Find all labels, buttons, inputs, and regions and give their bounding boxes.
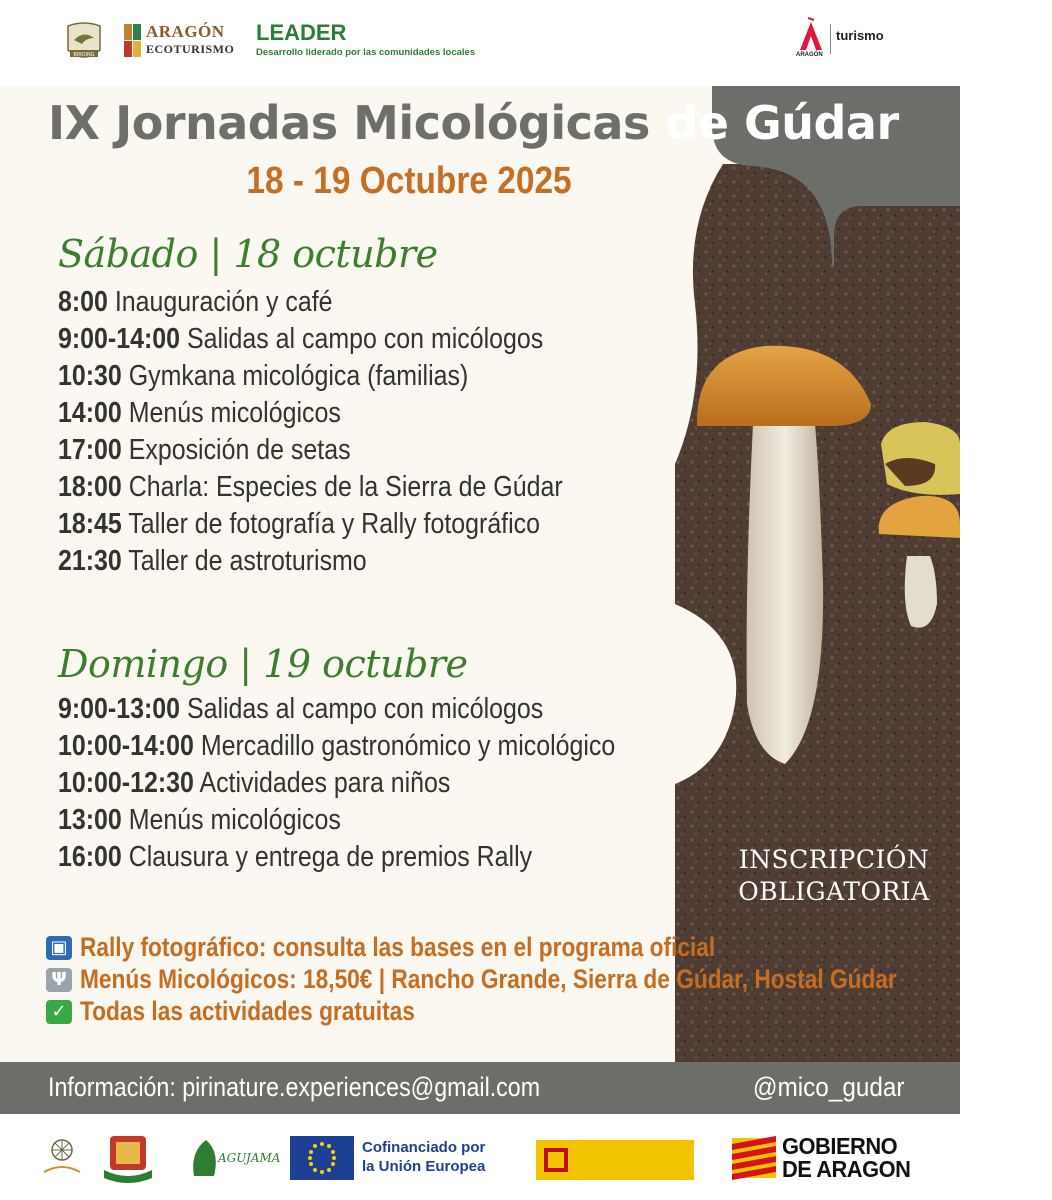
schedule-activity: Taller de fotografía y Rally fotográfico xyxy=(128,508,541,540)
schedule-activity: Menús micológicos xyxy=(128,804,341,836)
eu-flag-icon xyxy=(290,1136,354,1180)
social-handle[interactable]: @mico_gudar xyxy=(752,1072,904,1102)
note-item xyxy=(46,932,1052,964)
schedule-row xyxy=(58,471,563,508)
birding-logo xyxy=(64,20,104,64)
svg-text:AGUJAMA: AGUJAMA xyxy=(218,1151,281,1165)
schedule-row xyxy=(58,841,615,878)
spain-coat-of-arms-icon xyxy=(542,1146,570,1174)
schedule-time: 18:45 xyxy=(58,508,122,540)
schedule-time: 9:00-14:00 xyxy=(58,323,181,355)
schedule-row xyxy=(58,545,563,582)
spain-ministry-logo xyxy=(536,1140,694,1180)
schedule-time: 14:00 xyxy=(58,397,122,429)
schedule-time: 8:00 xyxy=(58,286,108,318)
gudar-logo xyxy=(100,1132,156,1184)
aragon-ecoturismo-mark-icon xyxy=(124,24,142,58)
camera-icon: ▣ xyxy=(46,936,72,960)
event-title xyxy=(48,96,899,150)
note-item xyxy=(46,964,1052,996)
aragon-ecoturismo-line1: ARAGÓN xyxy=(146,22,225,41)
note-text: Todas las actividades gratuitas xyxy=(80,996,415,1026)
note-item xyxy=(46,996,1052,1028)
header-logos-bar xyxy=(0,0,960,86)
schedule-activity: Salidas al campo con micólogos xyxy=(186,323,544,355)
turismo-divider xyxy=(830,24,831,54)
schedule-activity: Clausura y entrega de premios Rally xyxy=(128,841,533,873)
schedule-activity: Taller de astroturismo xyxy=(128,545,367,577)
schedule-activity: Exposición de setas xyxy=(128,434,351,466)
schedule-activity: Gymkana micológica (familias) xyxy=(128,360,469,392)
schedule-row xyxy=(58,323,563,360)
schedule-time: 21:30 xyxy=(58,545,122,577)
schedule-row xyxy=(58,397,563,434)
aragon-flag-icon xyxy=(732,1138,776,1178)
check-mark-icon: ✓ xyxy=(46,1000,72,1024)
schedule-time: 10:00-14:00 xyxy=(58,730,194,762)
eu-line2: la Unión Europea xyxy=(362,1158,486,1175)
sponsors-bar xyxy=(0,1114,960,1200)
leader-subtitle: Desarrollo liderado por las comunidades locales xyxy=(256,47,476,58)
schedule-activity: Charla: Especies de la Sierra de Gúdar xyxy=(128,471,563,503)
schedule-row xyxy=(58,693,615,730)
schedule-activity: Mercadillo gastronómico y micológico xyxy=(200,730,616,762)
schedule-time: 16:00 xyxy=(58,841,122,873)
turismo-sub: ARAGÓN xyxy=(796,52,823,58)
birding-text: BIRDING xyxy=(73,52,95,58)
leader-title: LEADER xyxy=(256,20,347,45)
leader-logo xyxy=(256,20,496,64)
turismo-aragon-logo xyxy=(796,18,896,64)
schedule-activity: Inauguración y café xyxy=(114,286,333,318)
schedule-time: 17:00 xyxy=(58,434,122,466)
gobierno-line1: GOBIERNO xyxy=(782,1133,898,1159)
schedule-activity: Actividades para niños xyxy=(199,767,451,799)
sunday-schedule xyxy=(58,693,706,878)
mushroom-photo xyxy=(675,164,960,1062)
gobierno-line2: DE ARAGON xyxy=(782,1156,911,1182)
event-title-tail: de Gúdar xyxy=(665,96,899,150)
schedule-time: 9:00-13:00 xyxy=(58,693,181,725)
schedule-time: 10:00-12:30 xyxy=(58,767,194,799)
schedule-activity: Salidas al campo con micólogos xyxy=(186,693,544,725)
aragon-ecoturismo-line2: ECOTURISMO xyxy=(146,42,235,56)
eu-line1: Cofinanciado por xyxy=(362,1139,486,1156)
note-text: Menús Micológicos: 18,50€ | Rancho Grande, Sierra de Gúdar, Hostal Gúdar xyxy=(80,964,897,994)
poster-main xyxy=(0,86,960,1062)
notes-list xyxy=(46,932,1052,1028)
event-dates: 18 - 19 Octubre 2025 xyxy=(246,160,572,202)
info-bar xyxy=(0,1062,960,1114)
registration-notice xyxy=(724,844,944,908)
registration-line2: OBLIGATORIA xyxy=(738,877,930,906)
pirinature-logo xyxy=(40,1132,84,1184)
aragon-a-icon xyxy=(798,18,824,52)
schedule-row xyxy=(58,434,563,471)
saturday-heading: Sábado | 18 octubre xyxy=(58,232,438,276)
schedule-time: 18:00 xyxy=(58,471,122,503)
contact-email[interactable]: Información: pirinature.experiences@gmail.com xyxy=(48,1072,541,1102)
note-text: Rally fotográfico: consulta las bases en el programa oficial xyxy=(80,932,716,962)
gobierno-text xyxy=(782,1135,910,1181)
fork-knife-icon: Ψ xyxy=(46,968,72,992)
turismo-text: turismo xyxy=(836,28,884,43)
schedule-row xyxy=(58,730,615,767)
schedule-row xyxy=(58,767,615,804)
sunday-heading: Domingo | 19 octubre xyxy=(58,642,468,686)
saturday-schedule xyxy=(58,286,645,582)
schedule-row xyxy=(58,508,563,545)
schedule-row xyxy=(58,360,563,397)
eu-cofinanced-text xyxy=(362,1138,485,1176)
schedule-row xyxy=(58,286,563,323)
schedule-time: 13:00 xyxy=(58,804,122,836)
registration-line1: INSCRIPCIÓN xyxy=(738,845,930,874)
agujama-logo xyxy=(184,1132,281,1184)
schedule-row xyxy=(58,804,615,841)
aragon-ecoturismo-logo xyxy=(124,22,234,62)
schedule-time: 10:30 xyxy=(58,360,122,392)
gobierno-aragon-logo xyxy=(732,1134,932,1182)
event-title-main: IX Jornadas Micológicas xyxy=(48,96,650,150)
schedule-activity: Menús micológicos xyxy=(128,397,341,429)
